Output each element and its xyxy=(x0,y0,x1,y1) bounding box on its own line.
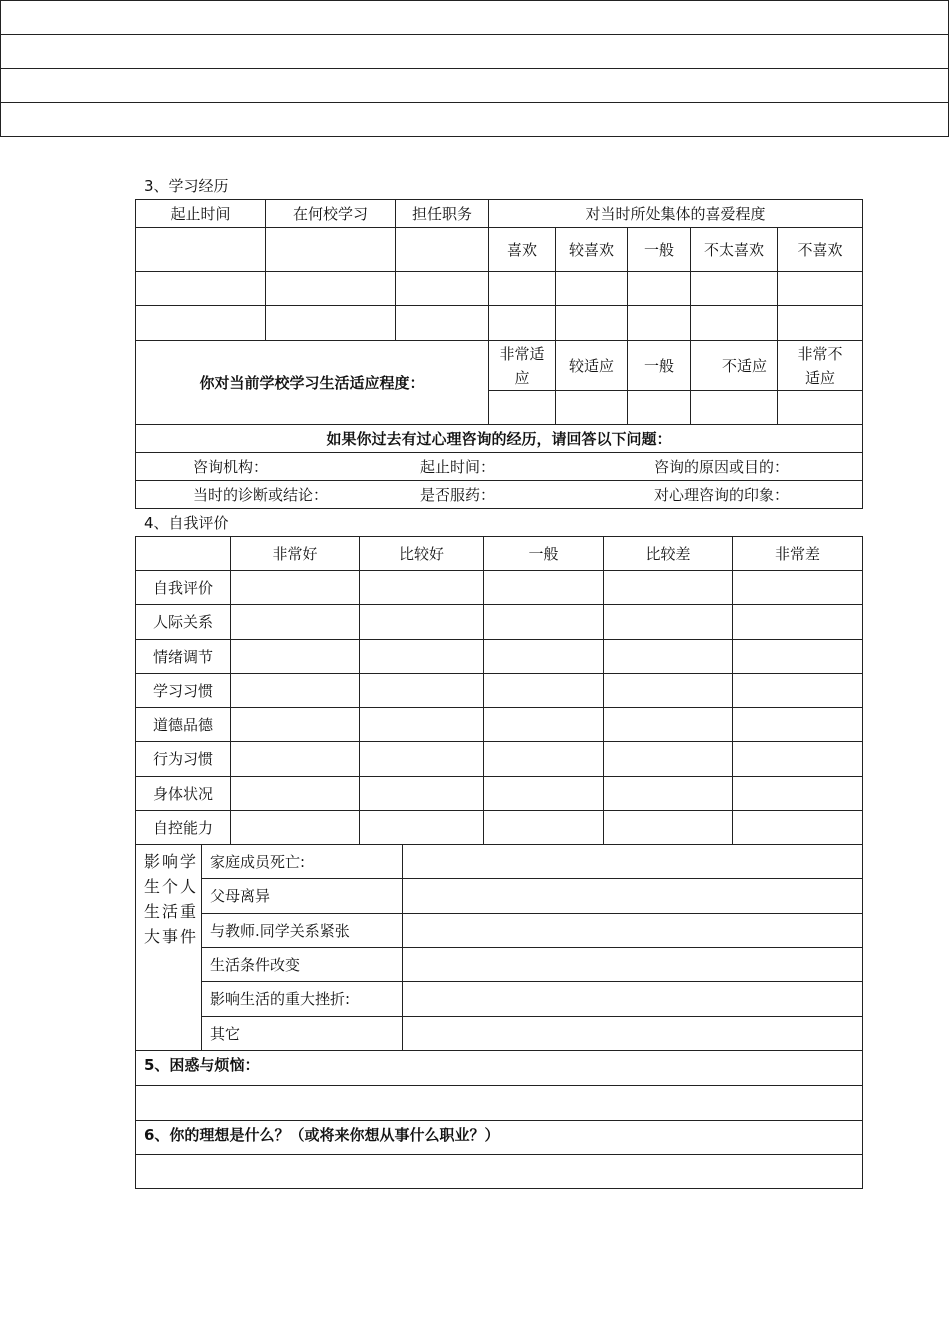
section6-answer[interactable] xyxy=(136,1155,863,1189)
rating-cell[interactable] xyxy=(360,742,484,777)
rating-cell[interactable] xyxy=(604,571,733,605)
level-header: 非常差 xyxy=(733,537,863,571)
cell-position[interactable] xyxy=(396,306,489,341)
rating-cell[interactable] xyxy=(604,640,733,674)
previous-page-table xyxy=(0,0,949,137)
adapt-check[interactable] xyxy=(489,391,556,425)
rating-cell[interactable] xyxy=(231,708,360,742)
row-label: 情绪调节 xyxy=(136,640,231,674)
event-label: 与教师.同学关系紧张 xyxy=(202,914,403,948)
rating-cell[interactable] xyxy=(360,811,484,845)
rating-cell[interactable] xyxy=(604,742,733,777)
adapt-level: 非常适应 xyxy=(489,341,556,391)
rating-cell[interactable] xyxy=(484,811,604,845)
rating-cell[interactable] xyxy=(733,777,863,811)
like-level: 不太喜欢 xyxy=(691,228,778,272)
rating-cell[interactable] xyxy=(484,708,604,742)
like-check[interactable] xyxy=(489,272,556,306)
rating-cell[interactable] xyxy=(604,777,733,811)
counsel-question: 如果你过去有过心理咨询的经历，请回答以下问题： xyxy=(136,425,863,453)
adapt-level: 较适应 xyxy=(556,341,628,391)
like-level: 较喜欢 xyxy=(556,228,628,272)
rating-cell[interactable] xyxy=(604,674,733,708)
adapt-level: 不适应 xyxy=(691,341,778,391)
like-check[interactable] xyxy=(628,272,691,306)
cell-school[interactable] xyxy=(266,306,396,341)
like-check[interactable] xyxy=(556,306,628,341)
rating-cell[interactable] xyxy=(604,708,733,742)
rating-cell[interactable] xyxy=(231,742,360,777)
rating-cell[interactable] xyxy=(733,640,863,674)
study-history-table xyxy=(135,199,863,509)
rating-cell[interactable] xyxy=(484,605,604,640)
adapt-question: 你对当前学校学习生活适应程度： xyxy=(136,341,489,425)
header-position: 担任职务 xyxy=(396,200,489,228)
adapt-check[interactable] xyxy=(556,391,628,425)
event-input[interactable] xyxy=(403,879,863,914)
section4-title: 4、自我评价 xyxy=(144,514,229,532)
like-level: 喜欢 xyxy=(489,228,556,272)
event-label: 父母离异 xyxy=(202,879,403,914)
adapt-level: 非常不适应 xyxy=(778,341,863,391)
row-label: 身体状况 xyxy=(136,777,231,811)
self-evaluation-table xyxy=(135,536,863,845)
like-check[interactable] xyxy=(556,272,628,306)
like-check[interactable] xyxy=(691,306,778,341)
cell-period[interactable] xyxy=(136,272,266,306)
level-header: 一般 xyxy=(484,537,604,571)
adapt-check[interactable] xyxy=(691,391,778,425)
blank-row[interactable] xyxy=(1,69,949,103)
rating-cell[interactable] xyxy=(604,811,733,845)
rating-cell[interactable] xyxy=(231,674,360,708)
rating-cell[interactable] xyxy=(733,571,863,605)
adapt-check[interactable] xyxy=(628,391,691,425)
like-check[interactable] xyxy=(778,306,863,341)
event-input[interactable] xyxy=(403,982,863,1017)
section5-title: 5、困惑与烦恼： xyxy=(136,1051,863,1086)
rating-cell[interactable] xyxy=(231,571,360,605)
rating-cell[interactable] xyxy=(360,571,484,605)
major-events-table xyxy=(135,844,863,1189)
section6-title: 6、你的理想是什么？（或将来你想从事什么职业？） xyxy=(136,1121,863,1155)
event-label: 家庭成员死亡: xyxy=(202,845,403,879)
counsel-row-1[interactable] xyxy=(136,453,863,481)
events-label-cell xyxy=(136,845,202,1051)
level-header: 比较好 xyxy=(360,537,484,571)
cell-position[interactable] xyxy=(396,272,489,306)
cell-period[interactable] xyxy=(136,306,266,341)
rating-cell[interactable] xyxy=(733,708,863,742)
corner-cell xyxy=(136,537,231,571)
level-header: 非常好 xyxy=(231,537,360,571)
rating-cell[interactable] xyxy=(733,674,863,708)
blank-row[interactable] xyxy=(1,35,949,69)
blank-row[interactable] xyxy=(1,103,949,137)
header-period: 起止时间 xyxy=(136,200,266,228)
like-level: 一般 xyxy=(628,228,691,272)
row-label: 人际关系 xyxy=(136,605,231,640)
rating-cell[interactable] xyxy=(360,777,484,811)
like-check[interactable] xyxy=(628,306,691,341)
counsel-medication-label: 是否服药： xyxy=(420,485,496,504)
rating-cell[interactable] xyxy=(484,571,604,605)
events-label: 影响学生个人生活重大事件 xyxy=(144,852,196,946)
rating-cell[interactable] xyxy=(484,640,604,674)
like-check[interactable] xyxy=(489,306,556,341)
rating-cell[interactable] xyxy=(231,777,360,811)
rating-cell[interactable] xyxy=(360,674,484,708)
cell-period[interactable] xyxy=(136,228,266,272)
adapt-check[interactable] xyxy=(778,391,863,425)
level-header: 比较差 xyxy=(604,537,733,571)
like-check[interactable] xyxy=(691,272,778,306)
rating-cell[interactable] xyxy=(733,811,863,845)
row-label: 行为习惯 xyxy=(136,742,231,777)
rating-cell[interactable] xyxy=(360,605,484,640)
counsel-period-label: 起止时间： xyxy=(420,457,496,476)
rating-cell[interactable] xyxy=(231,605,360,640)
header-like-degree: 对当时所处集体的喜爱程度 xyxy=(489,200,863,228)
blank-row[interactable] xyxy=(1,1,949,35)
rating-cell[interactable] xyxy=(604,605,733,640)
row-label: 自控能力 xyxy=(136,811,231,845)
row-label: 自我评价 xyxy=(136,571,231,605)
like-level: 不喜欢 xyxy=(778,228,863,272)
event-input[interactable] xyxy=(403,1017,863,1051)
counsel-impression-label: 对心理咨询的印象： xyxy=(654,485,790,504)
counsel-reason-label: 咨询的原因或目的： xyxy=(654,457,790,476)
rating-cell[interactable] xyxy=(484,674,604,708)
cell-position[interactable] xyxy=(396,228,489,272)
section3-title: 3、学习经历 xyxy=(144,177,229,195)
event-label: 其它 xyxy=(202,1017,403,1051)
counsel-agency-label: 咨询机构： xyxy=(193,457,269,476)
rating-cell[interactable] xyxy=(484,777,604,811)
cell-school[interactable] xyxy=(266,272,396,306)
row-label: 道德品德 xyxy=(136,708,231,742)
counsel-diagnosis-label: 当时的诊断或结论： xyxy=(193,485,329,504)
rating-cell[interactable] xyxy=(360,640,484,674)
section5-answer[interactable] xyxy=(136,1086,863,1121)
event-label: 影响生活的重大挫折: xyxy=(202,982,403,1017)
event-input[interactable] xyxy=(403,948,863,982)
rating-cell[interactable] xyxy=(733,605,863,640)
counsel-row-2[interactable] xyxy=(136,481,863,509)
adapt-level: 一般 xyxy=(628,341,691,391)
event-input[interactable] xyxy=(403,845,863,879)
event-label: 生活条件改变 xyxy=(202,948,403,982)
cell-school[interactable] xyxy=(266,228,396,272)
row-label: 学习习惯 xyxy=(136,674,231,708)
rating-cell[interactable] xyxy=(733,742,863,777)
event-input[interactable] xyxy=(403,914,863,948)
rating-cell[interactable] xyxy=(231,640,360,674)
rating-cell[interactable] xyxy=(231,811,360,845)
like-check[interactable] xyxy=(778,272,863,306)
header-school: 在何校学习 xyxy=(266,200,396,228)
rating-cell[interactable] xyxy=(360,708,484,742)
rating-cell[interactable] xyxy=(484,742,604,777)
